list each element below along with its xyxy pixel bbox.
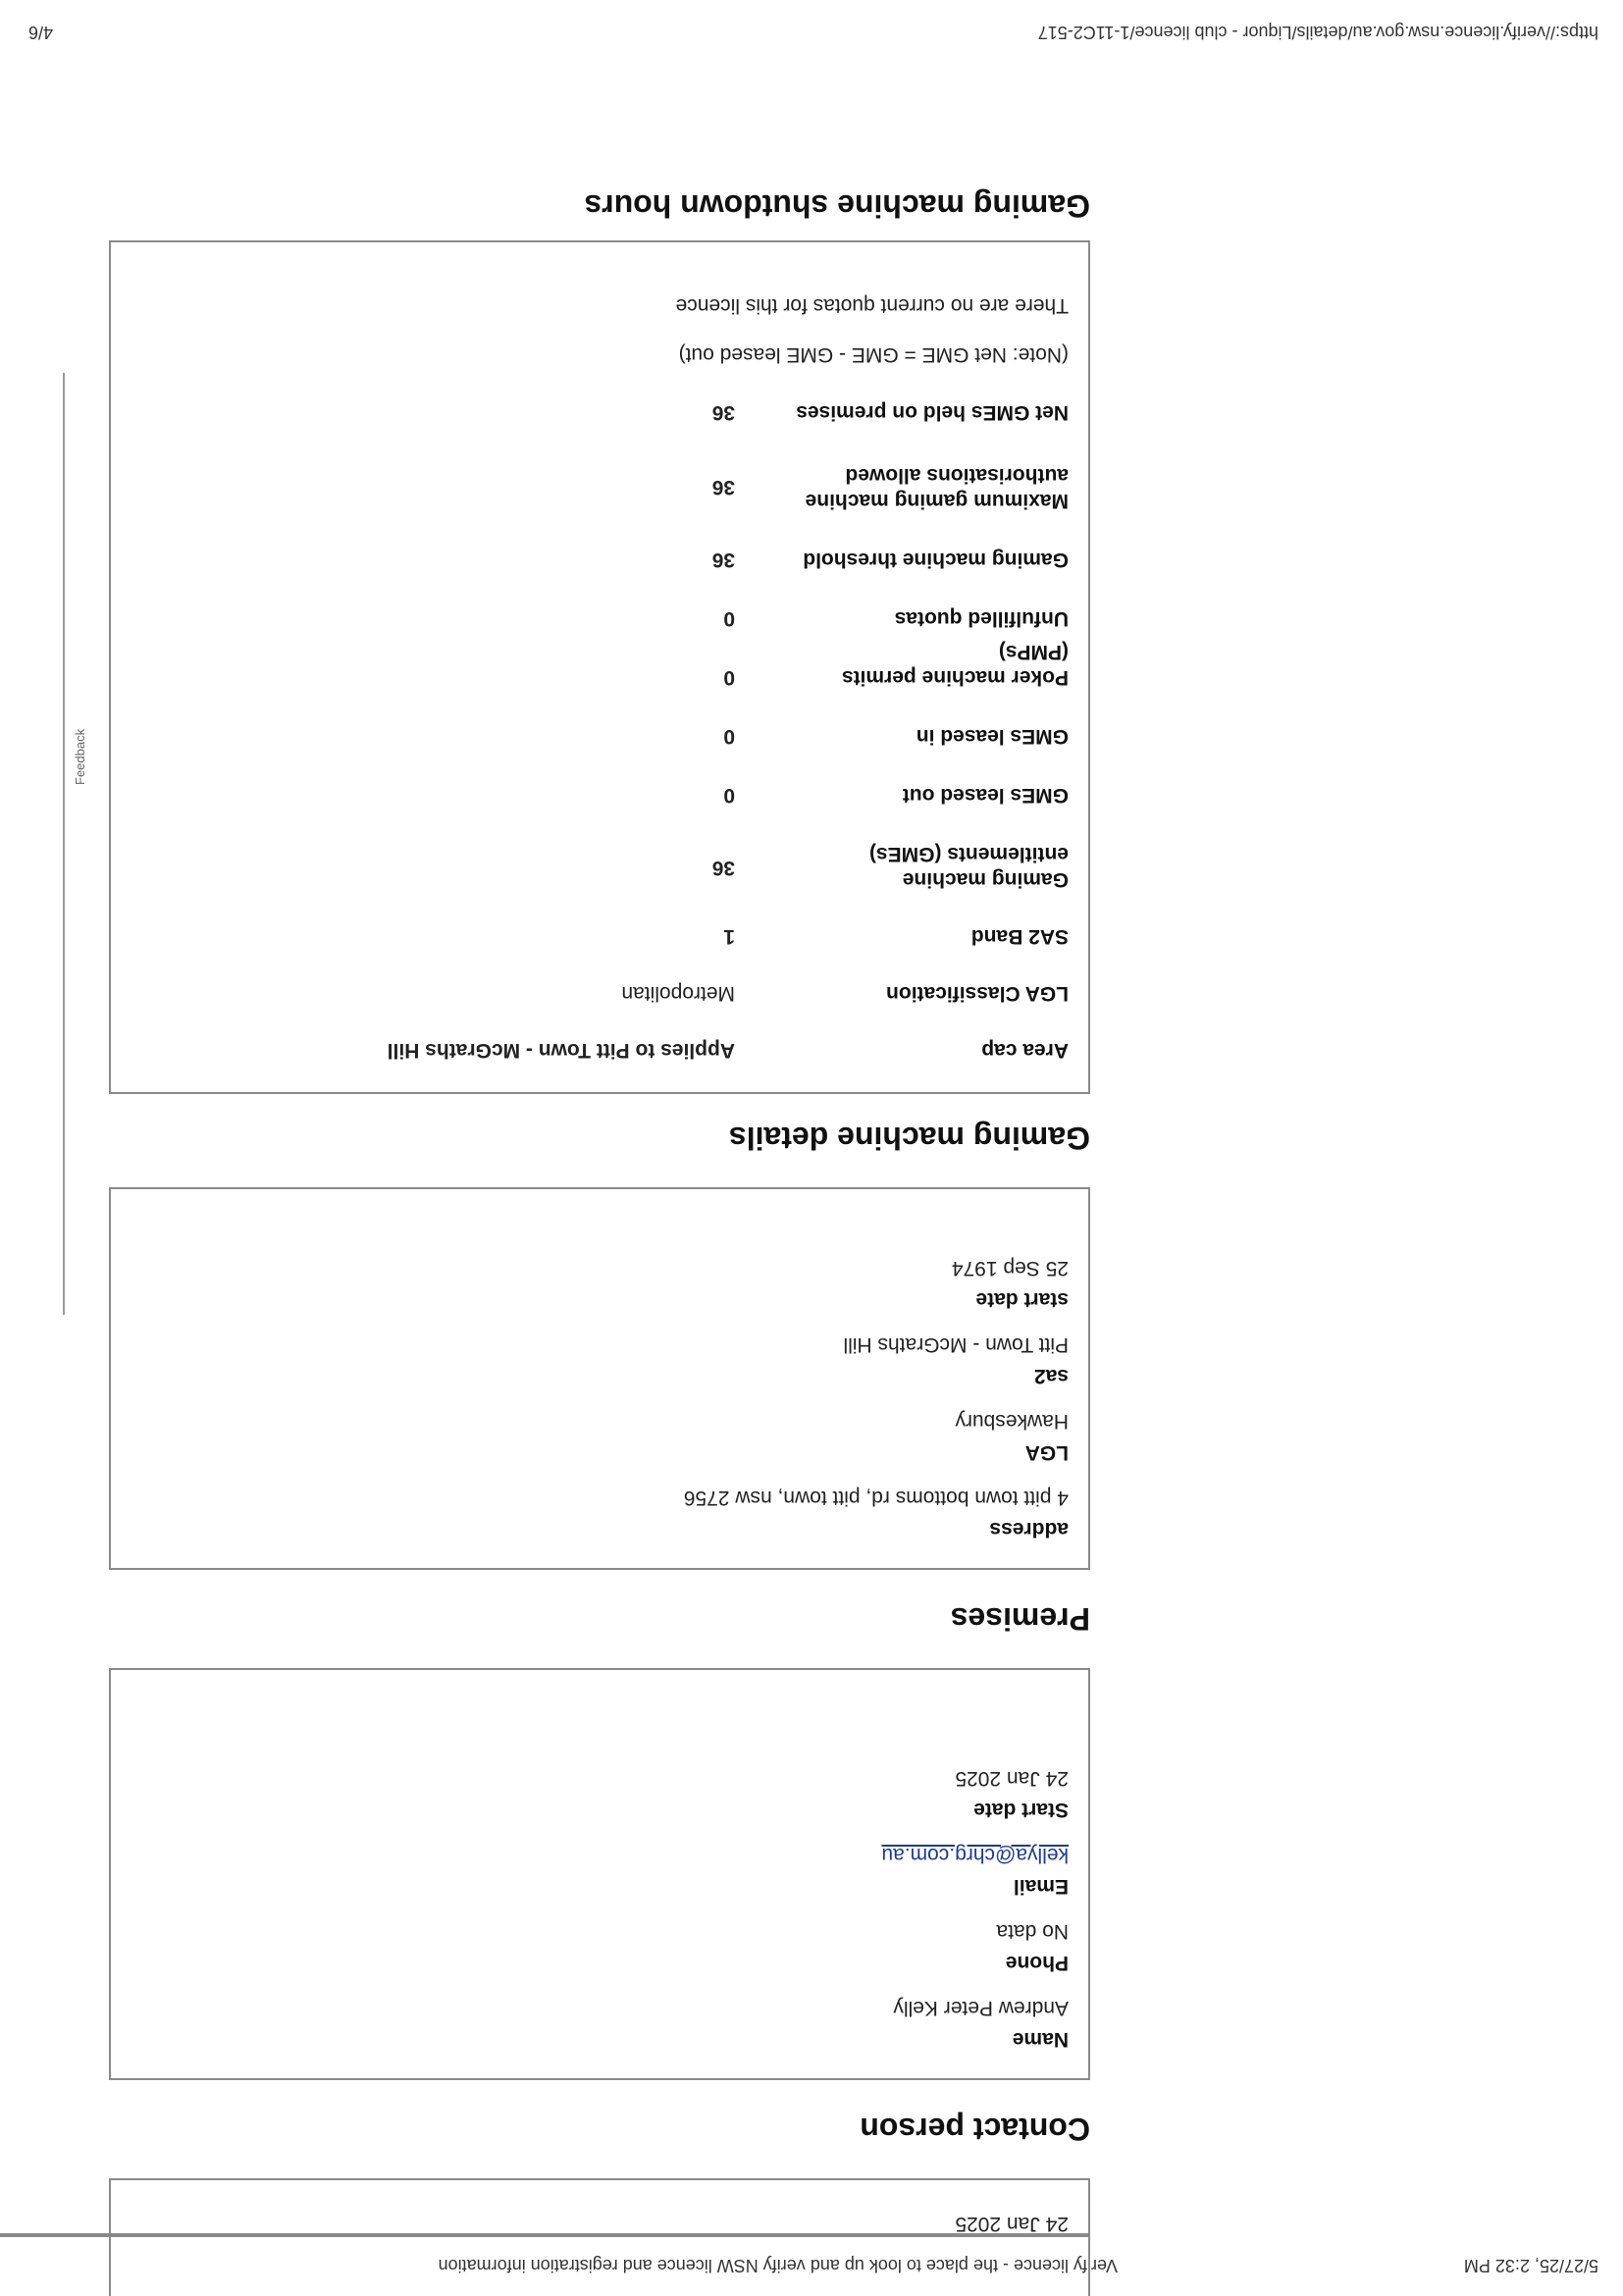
gm-row-label: Area cap: [981, 1039, 1069, 1062]
premises-address-label: address: [989, 1518, 1069, 1540]
premises-fields: [684, 1256, 1069, 1540]
gaming-details-card: [109, 240, 1090, 1094]
feedback-tab[interactable]: [63, 706, 92, 785]
top-card-box: [109, 2178, 1090, 2296]
gm-row-value: 0: [723, 725, 735, 748]
gm-row-value: 36: [711, 476, 735, 498]
gm-row-value: 0: [723, 607, 735, 630]
gaming-rows: [127, 307, 1069, 1092]
contact-start-value: 24 Jan 2025: [955, 1767, 1069, 1790]
contact-phone-label: Phone: [1005, 1952, 1069, 1974]
contact-person-fields: [881, 1766, 1069, 2051]
gm-row-label: GMEs leased out: [902, 784, 1069, 807]
gm-row-value: 36: [711, 401, 735, 424]
gm-row-value: 36: [711, 857, 735, 879]
premises-heading: Premises: [950, 1601, 1090, 1637]
print-url: https://verify.licence.nsw.gov.au/details/Liquor - club licence/1-11C2-517: [1037, 23, 1598, 42]
gm-row-value: 1: [723, 925, 735, 948]
gm-row-value: 36: [711, 548, 735, 571]
gm-row-label: Gaming machine threshold: [803, 548, 1069, 571]
side-divider: [63, 373, 65, 1315]
contact-email-link[interactable]: kellya@chrg.com.au: [881, 1844, 1069, 1866]
gm-row-value: Applies to Pitt Town - McGraths Hill: [387, 1039, 735, 1062]
contact-name-value: Andrew Peter Kelly: [893, 1997, 1069, 2019]
gm-row-label: GMEs leased in: [916, 725, 1069, 748]
gm-row-value: 0: [723, 666, 735, 689]
premises-lga-label: LGA: [1024, 1441, 1069, 1464]
gm-row-label: Poker machine permits (PMPs): [841, 641, 1069, 689]
shutdown-heading: Gaming machine shutdown hours: [584, 188, 1090, 224]
gm-row-label: LGA Classification: [886, 982, 1069, 1005]
print-timestamp: 5/27/25, 2:32 PM: [1463, 2256, 1598, 2275]
premises-address-value: 4 pitt town bottoms rd, pitt town, nsw 2756: [683, 1487, 1069, 1509]
gme-note: (Note: Net GME = GME - GME leased out): [678, 343, 1069, 366]
contact-person-heading: Contact person: [860, 2112, 1090, 2147]
gm-row-label: Maximum gaming machine authorisations allowed: [805, 464, 1069, 512]
gaming-details-heading: Gaming machine details: [728, 1121, 1090, 1156]
quotas-text: There are no current quotas for this licence: [675, 294, 1069, 317]
gm-row-label: Gaming machine entitlements (GMEs): [868, 843, 1069, 891]
contact-start-label: Start date: [973, 1799, 1069, 1821]
top-card-date: 24 Jan 2025: [955, 2213, 1069, 2235]
gm-row-value: Metropolitan: [621, 982, 735, 1005]
premises-start-label: start date: [975, 1288, 1069, 1311]
premises-sa2-value: Pitt Town - McGraths Hill: [843, 1333, 1069, 1356]
premises-sa2-label: sa2: [1033, 1365, 1069, 1387]
gm-row-label: Net GMEs held on premises: [796, 401, 1069, 424]
gm-row-value: 0: [723, 784, 735, 807]
gm-row-label: Unfulfilled quotas: [894, 607, 1069, 630]
premises-start-value: 25 Sep 1974: [951, 1257, 1069, 1279]
premises-lga-value: Hawkesbury: [955, 1410, 1069, 1433]
contact-name-label: Name: [1012, 2028, 1069, 2051]
print-document-title: Verify licence - the place to look up and verify NSW licence and registration information: [438, 2256, 1118, 2275]
print-page-number: 4/6: [28, 23, 54, 42]
print-footer: [28, 13, 1598, 42]
feedback-label: Feedback: [73, 728, 87, 785]
contact-phone-value: No data: [996, 1920, 1069, 1943]
premises-card: [109, 1187, 1090, 1570]
contact-email-label: Email: [1013, 1875, 1069, 1898]
contact-person-card: [109, 1668, 1090, 2080]
gm-row-label: SA2 Band: [970, 925, 1069, 948]
